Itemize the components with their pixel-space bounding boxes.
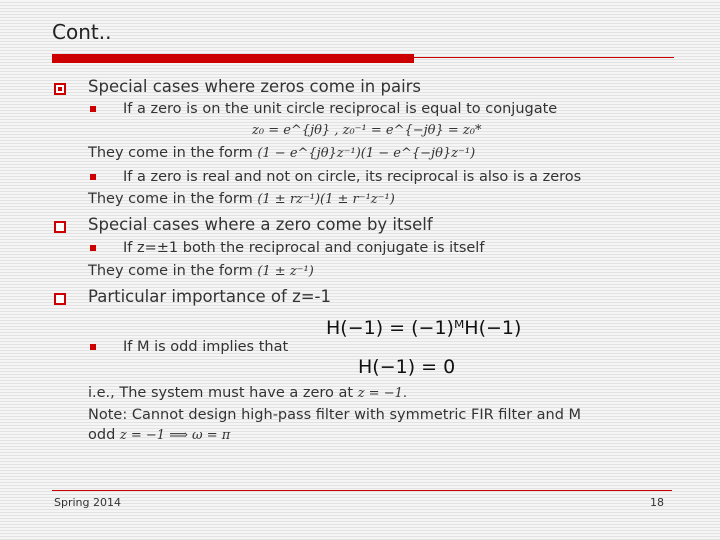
sub-bullet-text: If z=±1 both the reciprocal and conjugate is itself: [123, 240, 485, 256]
bullet-heading: Special cases where a zero come by itself: [88, 215, 433, 234]
conclusion-line: [88, 385, 407, 401]
bullet-square-icon: [54, 83, 66, 95]
sub-bullet-icon: [90, 106, 96, 112]
form-equation: (1 ± rz⁻¹)(1 ± r⁻¹z⁻¹): [257, 192, 395, 207]
sub-bullet-text: If M is odd implies that: [123, 339, 289, 355]
form-equation: (1 ± z⁻¹): [257, 264, 314, 279]
form-line: [88, 191, 395, 207]
note-text: odd: [88, 427, 116, 443]
sub-bullet-text: If a zero is on the unit circle reciprocal is equal to conjugate: [123, 101, 558, 117]
equation-h-symmetry: H(−1) = (−1)ᴹH(−1): [326, 317, 522, 339]
sub-bullet-text: If a zero is real and not on circle, its reciprocal is also is a zeros: [123, 169, 582, 185]
conclusion-equation: z = −1.: [357, 386, 407, 401]
equation-h-zero: H(−1) = 0: [358, 356, 456, 378]
bullet-square-icon: [54, 293, 66, 305]
note-line-2: [88, 427, 230, 443]
form-equation: (1 − e^{jθ}z⁻¹)(1 − e^{−jθ}z⁻¹): [257, 146, 476, 161]
note-equation: z = −1 ⟹ ω = π: [119, 428, 231, 443]
bullet-square-icon: [54, 221, 66, 233]
sub-bullet-icon: [90, 174, 96, 180]
sub-bullet-icon: [90, 245, 96, 251]
form-label: They come in the form: [88, 191, 253, 207]
title-divider-line: [414, 57, 674, 58]
form-line: [88, 145, 475, 161]
sub-bullet-icon: [90, 344, 96, 350]
form-label: They come in the form: [88, 145, 253, 161]
bullet-heading: Special cases where zeros come in pairs: [88, 77, 422, 96]
note-line-1: Note: Cannot design high-pass filter with symmetric FIR filter and M: [88, 407, 582, 423]
bullet-heading: Particular importance of z=-1: [88, 287, 332, 306]
footer-divider-line: [52, 490, 672, 491]
title-accent-bar: [52, 54, 414, 63]
slide-title: Cont..: [52, 20, 112, 44]
form-label: They come in the form: [88, 263, 253, 279]
equation-text: z₀ = e^{jθ} , z₀⁻¹ = e^{−jθ} = z₀*: [252, 123, 482, 138]
conclusion-text: i.e., The system must have a zero at: [88, 385, 354, 401]
slide-number: 18: [650, 496, 664, 509]
form-line: [88, 263, 314, 279]
equation-conjugate: [252, 123, 482, 138]
footer-date: Spring 2014: [54, 496, 121, 509]
